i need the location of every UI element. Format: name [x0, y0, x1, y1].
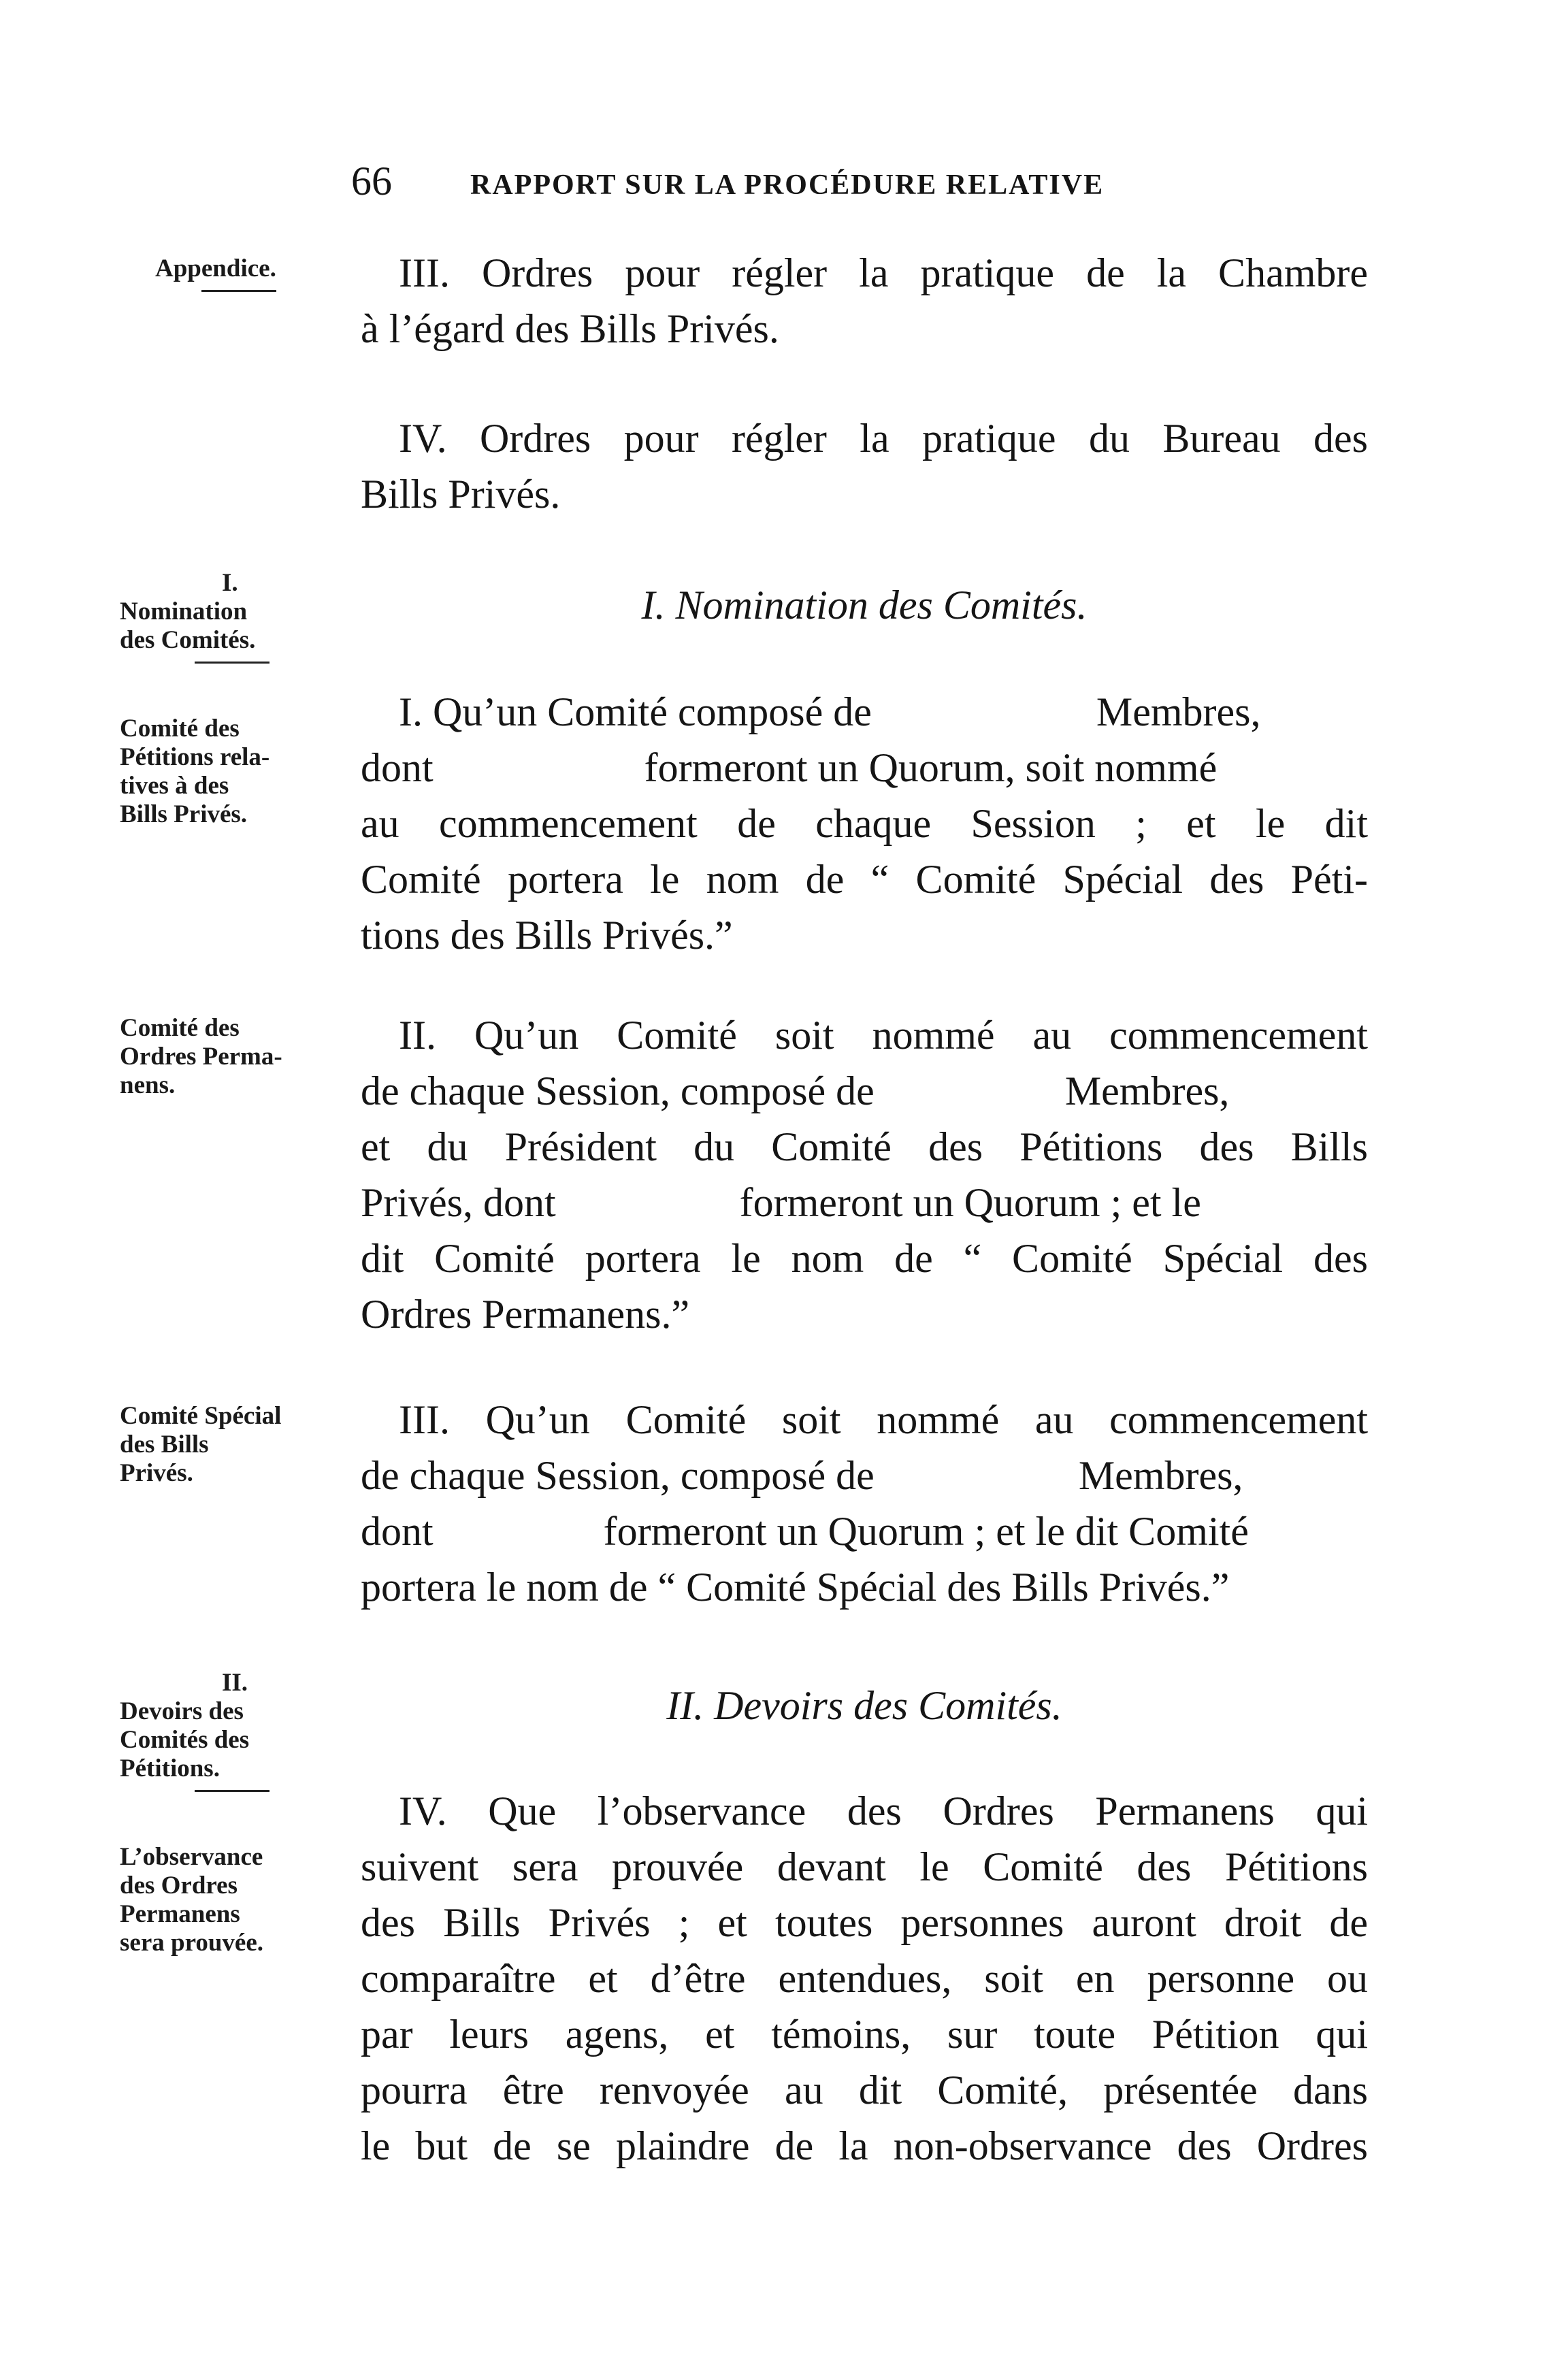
margin-note-line: Pétitions rela-: [120, 743, 270, 771]
margin-note-line: Appendice.: [155, 255, 276, 282]
margin-note-line: des Comités.: [120, 626, 256, 654]
text-line: pourra être renvoyée au dit Comité, présentée dans: [361, 2068, 1368, 2113]
text-line: III. Ordres pour régler la pratique de la Chambre: [399, 250, 1368, 295]
paragraph-2: [361, 1007, 1368, 1342]
text-line: Comité portera le nom de “ Comité Spécial des Péti-: [361, 857, 1368, 902]
text-line: à l’égard des Bills Privés.: [361, 306, 779, 351]
margin-note-observance: [120, 1843, 344, 1957]
text-line: dit Comité portera le nom de “ Comité Spécial des: [361, 1236, 1368, 1281]
margin-note-line: Devoirs des: [120, 1697, 244, 1725]
margin-note-line: Comité des: [120, 715, 240, 743]
margin-rule: [201, 290, 276, 292]
margin-note-petitions: [120, 715, 344, 829]
margin-rule: [195, 1790, 270, 1792]
margin-rule: [195, 662, 270, 664]
text-segment: Privés, dont: [361, 1180, 556, 1225]
margin-note-line: nens.: [120, 1071, 176, 1099]
text-line: le but de se plaindre de la non-observance des Ordres: [361, 2123, 1368, 2168]
margin-note-devoirs: [120, 1669, 344, 1792]
text-segment: I. Qu’un Comité composé de: [399, 689, 872, 734]
margin-note-line: des Ordres: [120, 1872, 238, 1899]
text-line: [361, 1448, 1368, 1503]
text-segment: Membres,: [1096, 689, 1261, 734]
text-segment: formeront un Quorum ; et le dit Comité: [603, 1509, 1249, 1554]
text-line: par leurs agens, et témoins, sur toute Pétition qui: [361, 2012, 1368, 2057]
text-segment: formeront un Quorum ; et le: [739, 1180, 1201, 1225]
margin-note-line: Privés.: [120, 1459, 193, 1487]
margin-note-line: des Bills: [120, 1431, 209, 1458]
text-segment: dont: [361, 745, 434, 790]
margin-note-appendice: [120, 255, 344, 292]
margin-note-special: [120, 1402, 344, 1488]
paragraph-3: [361, 1392, 1368, 1615]
text-line: [361, 1503, 1368, 1559]
margin-note-line: Bills Privés.: [120, 800, 248, 828]
text-line: [361, 1063, 1368, 1119]
paragraph-1: [361, 684, 1368, 963]
margin-note-line: Pétitions.: [120, 1755, 220, 1782]
text-segment: dont: [361, 1509, 434, 1554]
margin-note-line: Comité des: [120, 1014, 240, 1042]
text-segment: Membres,: [1064, 1069, 1230, 1113]
text-segment: formeront un Quorum, soit nommé: [644, 745, 1218, 790]
page-header: [351, 154, 1372, 208]
text-line: des Bills Privés ; et toutes personnes auront droit de: [361, 1900, 1368, 1945]
margin-note-nomination: [120, 569, 344, 664]
running-head: RAPPORT SUR LA PROCÉDURE RELATIVE: [470, 169, 1105, 201]
text-line: III. Qu’un Comité soit nommé au commencement: [399, 1397, 1368, 1442]
text-line: au commencement de chaque Session ; et le dit: [361, 801, 1368, 846]
text-line: comparaître et d’être entendues, soit en personne ou: [361, 1956, 1368, 2001]
text-line: IV. Ordres pour régler la pratique du Bureau des: [399, 416, 1368, 461]
text-segment: de chaque Session, composé de: [361, 1069, 875, 1113]
margin-note-line: L’observance: [120, 1843, 263, 1871]
section-heading-nomination: I. Nomination des Comités.: [641, 583, 1088, 627]
margin-note-line: sera prouvée.: [120, 1929, 263, 1957]
text-line: portera le nom de “ Comité Spécial des Bills Privés.”: [361, 1565, 1230, 1610]
margin-note-line: Comité Spécial: [120, 1402, 282, 1430]
text-line: IV. Que l’observance des Ordres Permanens qui: [399, 1789, 1368, 1833]
margin-note-line: Permanens: [120, 1900, 240, 1928]
text-line: [361, 684, 1368, 740]
text-segment: Membres,: [1078, 1453, 1243, 1498]
margin-note-line: II.: [222, 1669, 248, 1697]
margin-note-line: I.: [222, 569, 238, 597]
text-line: et du Président du Comité des Pétitions des Bills: [361, 1124, 1368, 1169]
margin-note-line: Comités des: [120, 1726, 250, 1754]
margin-note-line: Nomination: [120, 598, 248, 625]
text-line: II. Qu’un Comité soit nommé au commencement: [399, 1013, 1368, 1058]
intro-item-4: [361, 410, 1368, 522]
text-line: suivent sera prouvée devant le Comité des Pétitions: [361, 1844, 1368, 1889]
margin-note-ordres: [120, 1014, 344, 1100]
text-line: Bills Privés.: [361, 472, 561, 517]
paragraph-4: [361, 1783, 1368, 2174]
page-number: 66: [351, 159, 392, 203]
text-segment: de chaque Session, composé de: [361, 1453, 875, 1498]
text-line: [361, 1175, 1368, 1230]
section-heading-devoirs: II. Devoirs des Comités.: [666, 1683, 1062, 1728]
intro-item-3: [361, 245, 1368, 357]
text-line: Ordres Permanens.”: [361, 1292, 690, 1337]
text-line: tions des Bills Privés.”: [361, 913, 733, 958]
margin-note-line: tives à des: [120, 772, 229, 800]
text-line: [361, 740, 1368, 796]
margin-note-line: Ordres Perma-: [120, 1043, 282, 1071]
